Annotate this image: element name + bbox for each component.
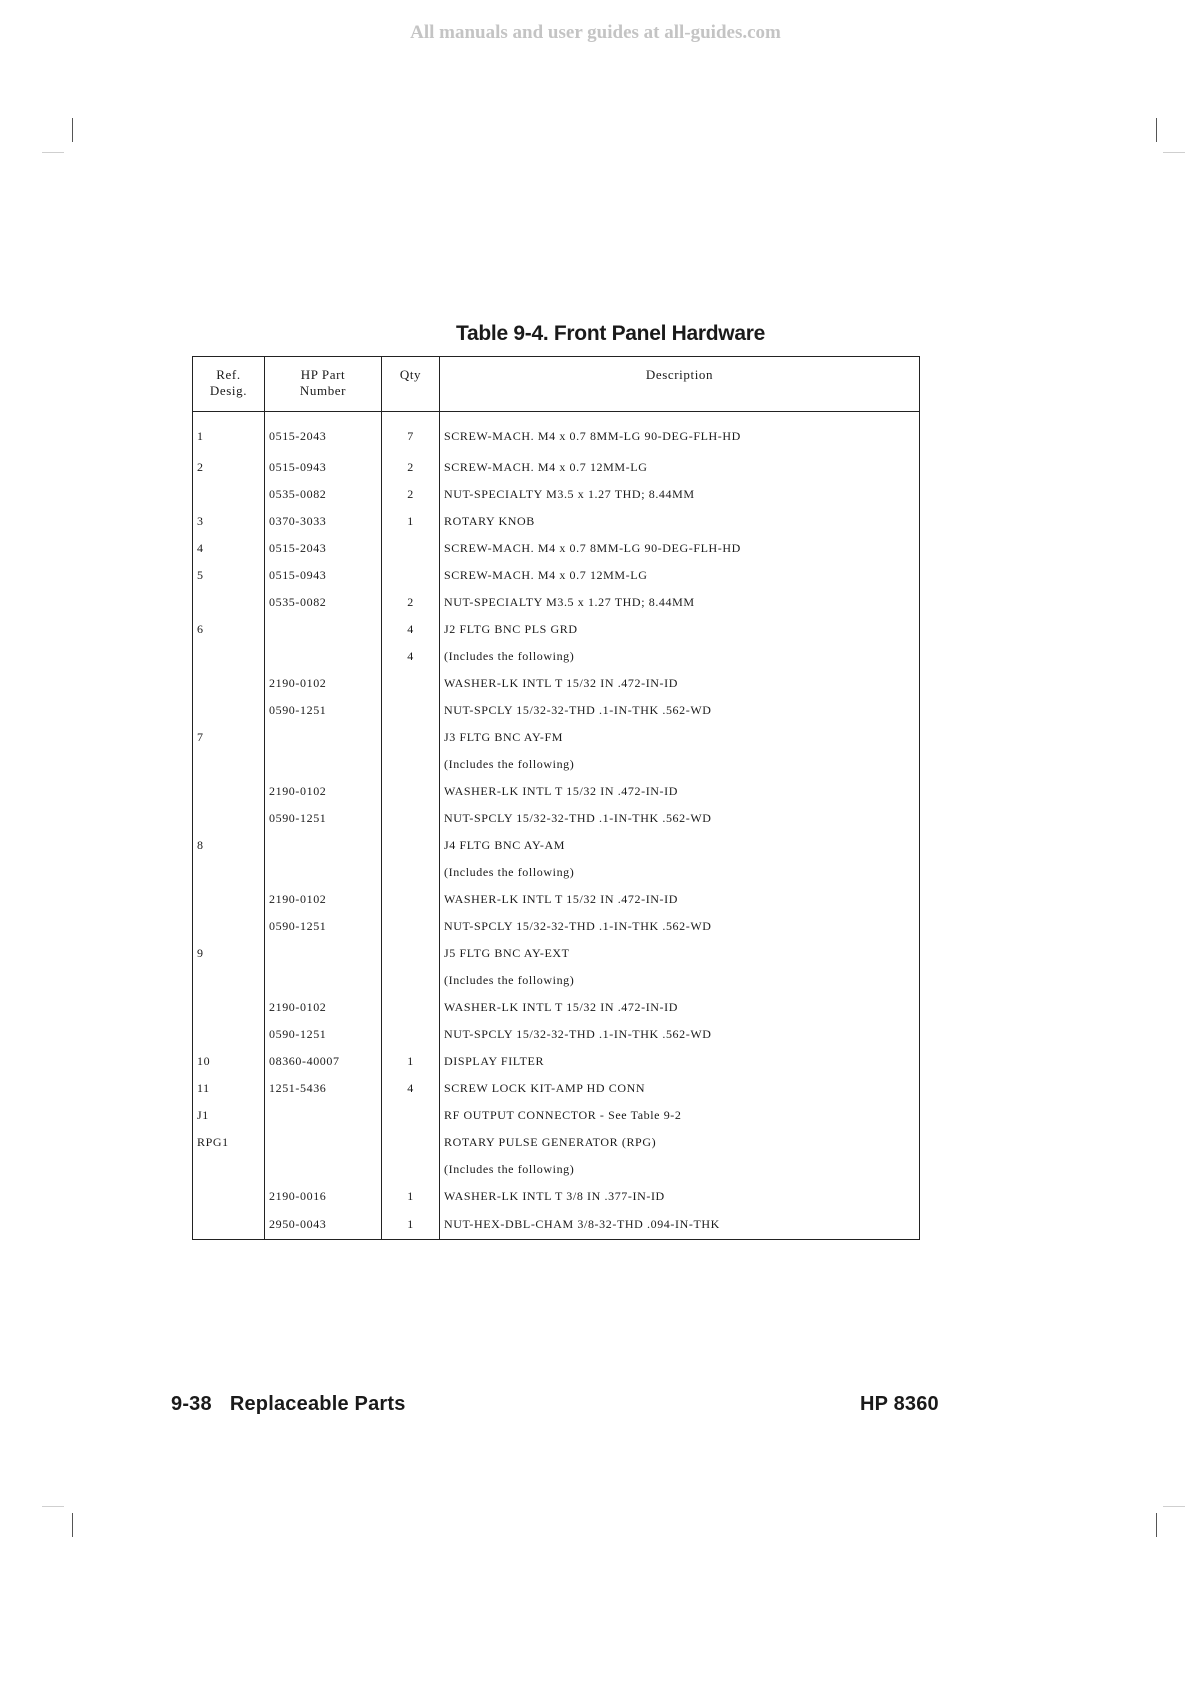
table-row	[193, 616, 920, 643]
table-row	[193, 535, 920, 562]
description-cell: (Includes the following)	[440, 859, 920, 886]
crop-mark-top-left	[72, 118, 73, 142]
part-number-cell	[265, 832, 382, 859]
ref-desig-cell: RPG1	[197, 1135, 229, 1149]
table-row	[193, 1156, 920, 1183]
description-cell: ROTARY KNOB	[440, 508, 920, 535]
ref-desig-cell: 11	[197, 1081, 210, 1095]
part-number-cell: 0370-3033	[265, 508, 382, 535]
table-row	[193, 832, 920, 859]
table-row	[193, 1102, 920, 1129]
footer-section-title: Replaceable Parts	[229, 1393, 406, 1415]
table-row	[193, 859, 920, 886]
table-row	[193, 778, 920, 805]
description-cell: (Includes the following)	[440, 751, 920, 778]
ref-desig-cell	[193, 967, 265, 994]
description-cell: NUT-SPCLY 15/32-32-THD .1-IN-THK .562-WD	[440, 913, 920, 940]
ref-desig-cell	[193, 913, 265, 940]
part-number-cell	[265, 940, 382, 967]
table-row	[193, 913, 920, 940]
ref-desig-cell	[193, 859, 265, 886]
crop-mark-bottom-left	[72, 1513, 73, 1537]
qty-cell: 7	[382, 412, 440, 455]
qty-cell: 2	[382, 589, 440, 616]
header-description-label: Description	[645, 367, 714, 382]
qty-cell	[382, 994, 440, 1021]
qty-cell	[382, 859, 440, 886]
table-row	[193, 562, 920, 589]
description-cell: NUT-SPCLY 15/32-32-THD .1-IN-THK .562-WD	[440, 697, 920, 724]
ref-desig-cell	[193, 589, 265, 616]
qty-cell	[382, 778, 440, 805]
ref-desig-cell: 3	[197, 514, 204, 528]
table-row	[193, 1183, 920, 1210]
part-number-cell: 2190-0102	[265, 670, 382, 697]
part-number-cell: 0535-0082	[265, 481, 382, 508]
qty-cell: 1	[382, 1048, 440, 1075]
qty-cell	[382, 913, 440, 940]
ref-desig-cell	[193, 1156, 265, 1183]
part-number-cell	[265, 859, 382, 886]
crop-mark-top-right	[1156, 118, 1157, 142]
table-row	[193, 412, 920, 455]
ref-desig-cell	[193, 778, 265, 805]
part-number-cell: 0590-1251	[265, 697, 382, 724]
table-row	[193, 805, 920, 832]
qty-cell: 1	[382, 1210, 440, 1240]
table-row	[193, 1021, 920, 1048]
ref-desig-cell	[193, 1183, 265, 1210]
ref-desig-cell: 9	[197, 946, 204, 960]
qty-cell	[382, 697, 440, 724]
table-row	[193, 1129, 920, 1156]
ref-desig-cell: J1	[197, 1108, 209, 1122]
part-number-cell	[265, 643, 382, 670]
header-description	[440, 357, 920, 412]
part-number-cell: 0515-0943	[265, 562, 382, 589]
part-number-cell	[265, 1102, 382, 1129]
part-number-cell: 2190-0102	[265, 778, 382, 805]
ref-desig-cell	[193, 1021, 265, 1048]
header-ref-line1: Ref.	[216, 367, 241, 382]
ref-desig-cell: 6	[197, 622, 204, 636]
part-number-cell: 2190-0102	[265, 886, 382, 913]
header-part-number	[265, 357, 382, 412]
qty-cell	[382, 751, 440, 778]
description-cell: WASHER-LK INTL T 15/32 IN .472-IN-ID	[440, 994, 920, 1021]
qty-cell: 2	[382, 454, 440, 481]
qty-cell	[382, 940, 440, 967]
description-cell: WASHER-LK INTL T 3/8 IN .377-IN-ID	[440, 1183, 920, 1210]
table-row	[193, 589, 920, 616]
header-qty	[382, 357, 440, 412]
ref-desig-cell: 1	[197, 428, 204, 443]
table-header-row	[193, 357, 920, 412]
watermark-text: All manuals and user guides at all-guides.com	[410, 22, 781, 43]
description-cell: SCREW LOCK KIT-AMP HD CONN	[440, 1075, 920, 1102]
description-cell: J5 FLTG BNC AY-EXT	[440, 940, 920, 967]
part-number-cell	[265, 616, 382, 643]
ref-desig-cell	[193, 1210, 265, 1240]
ref-desig-cell	[193, 994, 265, 1021]
part-number-cell	[265, 1129, 382, 1156]
part-number-cell: 0535-0082	[265, 589, 382, 616]
table-row	[193, 994, 920, 1021]
qty-cell	[382, 967, 440, 994]
header-qty-label: Qty	[399, 367, 422, 382]
table-row	[193, 724, 920, 751]
description-cell: DISPLAY FILTER	[440, 1048, 920, 1075]
description-cell: NUT-SPCLY 15/32-32-THD .1-IN-THK .562-WD	[440, 1021, 920, 1048]
part-number-cell	[265, 1156, 382, 1183]
qty-cell	[382, 1156, 440, 1183]
header-ref-desig	[193, 357, 265, 412]
header-ref-line2: Desig.	[209, 383, 248, 398]
table-row	[193, 1210, 920, 1240]
description-cell: (Includes the following)	[440, 967, 920, 994]
part-number-cell: 0590-1251	[265, 913, 382, 940]
part-number-cell	[265, 724, 382, 751]
ref-desig-cell	[193, 751, 265, 778]
description-cell: ROTARY PULSE GENERATOR (RPG)	[440, 1129, 920, 1156]
description-cell: RF OUTPUT CONNECTOR - See Table 9-2	[440, 1102, 920, 1129]
description-cell: SCREW-MACH. M4 x 0.7 12MM-LG	[440, 562, 920, 589]
qty-cell: 1	[382, 508, 440, 535]
qty-cell: 2	[382, 481, 440, 508]
crop-mark-bottom-right-h	[1163, 1506, 1185, 1507]
description-cell: (Includes the following)	[440, 643, 920, 670]
header-part-line1: HP Part	[300, 367, 346, 382]
part-number-cell	[265, 967, 382, 994]
description-cell: SCREW-MACH. M4 x 0.7 12MM-LG	[440, 454, 920, 481]
table-row	[193, 643, 920, 670]
crop-mark-top-right-h	[1163, 152, 1185, 153]
description-cell: WASHER-LK INTL T 15/32 IN .472-IN-ID	[440, 886, 920, 913]
crop-mark-bottom-right	[1156, 1513, 1157, 1537]
parts-table	[192, 356, 920, 1240]
part-number-cell: 0515-0943	[265, 454, 382, 481]
table-row	[193, 481, 920, 508]
part-number-cell: 2190-0102	[265, 994, 382, 1021]
footer-page-number: 9-38	[171, 1393, 212, 1415]
description-cell: J4 FLTG BNC AY-AM	[440, 832, 920, 859]
ref-desig-cell	[193, 670, 265, 697]
part-number-cell: 0515-2043	[265, 412, 382, 455]
part-number-cell: 2950-0043	[265, 1210, 382, 1240]
ref-desig-cell	[193, 886, 265, 913]
description-cell: NUT-SPECIALTY M3.5 x 1.27 THD; 8.44MM	[440, 481, 920, 508]
description-cell: J2 FLTG BNC PLS GRD	[440, 616, 920, 643]
qty-cell	[382, 1021, 440, 1048]
ref-desig-cell: 5	[197, 568, 204, 582]
ref-desig-cell	[193, 805, 265, 832]
crop-mark-top-left-h	[42, 152, 64, 153]
ref-desig-cell: 2	[197, 460, 204, 474]
table-row	[193, 1075, 920, 1102]
ref-desig-cell: 8	[197, 838, 204, 852]
table-row	[193, 967, 920, 994]
qty-cell: 1	[382, 1183, 440, 1210]
footer-left	[171, 1393, 406, 1416]
qty-cell	[382, 832, 440, 859]
qty-cell	[382, 535, 440, 562]
description-cell: J3 FLTG BNC AY-FM	[440, 724, 920, 751]
qty-cell: 4	[382, 1075, 440, 1102]
table-row	[193, 751, 920, 778]
crop-mark-bottom-left-h	[42, 1506, 64, 1507]
qty-cell	[382, 670, 440, 697]
description-cell: SCREW-MACH. M4 x 0.7 8MM-LG 90-DEG-FLH-HD	[440, 535, 920, 562]
qty-cell	[382, 886, 440, 913]
table-row	[193, 940, 920, 967]
description-cell: NUT-SPECIALTY M3.5 x 1.27 THD; 8.44MM	[440, 589, 920, 616]
qty-cell	[382, 805, 440, 832]
description-cell: WASHER-LK INTL T 15/32 IN .472-IN-ID	[440, 670, 920, 697]
part-number-cell: 0590-1251	[265, 805, 382, 832]
description-cell: NUT-HEX-DBL-CHAM 3/8-32-THD .094-IN-THK	[440, 1210, 920, 1240]
qty-cell: 4	[382, 616, 440, 643]
ref-desig-cell	[193, 697, 265, 724]
ref-desig-cell: 7	[197, 730, 204, 744]
qty-cell	[382, 724, 440, 751]
table-row	[193, 697, 920, 724]
parts-table-body	[193, 412, 920, 1240]
part-number-cell: 0515-2043	[265, 535, 382, 562]
table-row	[193, 1048, 920, 1075]
table-row	[193, 886, 920, 913]
table-row	[193, 670, 920, 697]
ref-desig-cell: 10	[197, 1054, 211, 1068]
part-number-cell: 1251-5436	[265, 1075, 382, 1102]
qty-cell	[382, 562, 440, 589]
qty-cell	[382, 1129, 440, 1156]
footer-model: HP 8360	[860, 1393, 939, 1415]
part-number-cell: 2190-0016	[265, 1183, 382, 1210]
header-part-line2: Number	[299, 383, 347, 398]
ref-desig-cell: 4	[197, 541, 204, 555]
ref-desig-cell	[193, 643, 265, 670]
description-cell: WASHER-LK INTL T 15/32 IN .472-IN-ID	[440, 778, 920, 805]
table-row	[193, 454, 920, 481]
part-number-cell	[265, 751, 382, 778]
table-row	[193, 508, 920, 535]
description-cell: NUT-SPCLY 15/32-32-THD .1-IN-THK .562-WD	[440, 805, 920, 832]
part-number-cell: 08360-40007	[265, 1048, 382, 1075]
ref-desig-cell	[193, 481, 265, 508]
description-cell: (Includes the following)	[440, 1156, 920, 1183]
qty-cell	[382, 1102, 440, 1129]
table-title: Table 9-4. Front Panel Hardware	[456, 322, 765, 345]
qty-cell: 4	[382, 643, 440, 670]
part-number-cell: 0590-1251	[265, 1021, 382, 1048]
description-cell: SCREW-MACH. M4 x 0.7 8MM-LG 90-DEG-FLH-HD	[440, 412, 920, 455]
